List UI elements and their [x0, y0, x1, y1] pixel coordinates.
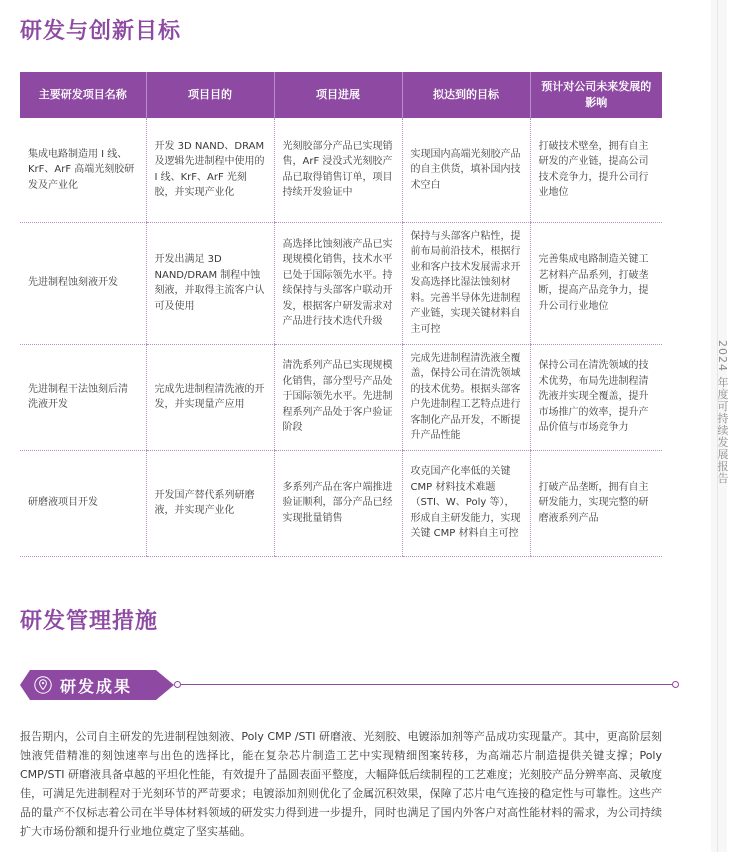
- line-end-dot: [174, 681, 181, 688]
- achievements-banner: [20, 670, 662, 700]
- table-row: [20, 118, 662, 222]
- achievements-label: 研发成果: [60, 677, 133, 696]
- table-cell: 开发 3D NAND、DRAM 及逻辑先进制程中使用的 I 线、KrF、ArF 光刻胶，并实现产业化: [146, 118, 274, 222]
- table-cell: 实现国内高端光刻胶产品的自主供货，填补国内技术空白: [402, 118, 530, 222]
- location-pin-icon: [34, 676, 52, 694]
- divider-line: [180, 684, 674, 685]
- table-row: [20, 222, 662, 344]
- header-impact: 预计对公司未来发展的影响: [530, 72, 662, 118]
- table-cell: 多系列产品在客户端推进验证顺利，部分产品已经实现批量销售: [274, 450, 402, 556]
- table-cell: 集成电路制造用 I 线、KrF、ArF 高端光刻胶研发及产业化: [20, 118, 146, 222]
- table-cell: 攻克国产化率低的关键 CMP 材料技术难题（STI、W、Poly 等），形成自主研发能力，实现关键 CMP 材料自主可控: [402, 450, 530, 556]
- table-cell: 先进制程干法蚀刻后清洗液开发: [20, 344, 146, 450]
- header-target: 拟达到的目标: [402, 72, 530, 118]
- table-cell: 完成先进制程清洗液的开发，并实现量产应用: [146, 344, 274, 450]
- section-title-rd-management: 研发管理措施: [20, 609, 159, 634]
- header-progress: 项目进展: [274, 72, 402, 118]
- report-year-label: 2024 年度可持续发展报告: [716, 340, 729, 485]
- table-cell: 开发国产替代系列研磨液，并实现产业化: [146, 450, 274, 556]
- line-end-dot: [672, 681, 679, 688]
- header-project-name: 主要研发项目名称: [20, 72, 146, 118]
- section-title-rd-goals: 研发与创新目标: [20, 19, 182, 44]
- table-cell: 开发出满足 3D NAND/DRAM 制程中蚀刻液，并取得主流客户认可及使用: [146, 222, 274, 344]
- table-cell: 打破技术壁垒，拥有自主研发的产业链，提高公司技术竞争力，提升公司行业地位: [530, 118, 662, 222]
- table-cell: 清洗系列产品已实现规模化销售，部分型号产品处于国际领先水平。先进制程系列产品处于客户验证阶段: [274, 344, 402, 450]
- table-cell: 光刻胶部分产品已实现销售，ArF 浸没式光刻胶产品已取得销售订单，项目持续开发验证中: [274, 118, 402, 222]
- table-cell: 保持与头部客户粘性，提前布局前沿技术，根据行业和客户技术发展需求开发高选择比湿法蚀刻材料。完善半导体先进制程产业链，实现关键材料自主可控: [402, 222, 530, 344]
- achievements-paragraph: 报告期内，公司自主研发的先进制程蚀刻液、Poly CMP /STI 研磨液、光刻胶、电镀添加剂等产品成功实现量产。其中，更高阶层刻蚀液凭借精准的刻蚀速率与出色的选择比，能在复杂芯片制造工艺中实现精细图案转移，为高端芯片制造提供关键支撑；Poly CMP/STI 研磨液具备卓越的平坦化性能，有效提升了晶圆表面平整度，大幅降低后续制程的工艺难度；光刻胶产品分辨率高、灵敏度佳，可满足先进制程对于光刻环节的严苛要求；电镀添加剂则优化了金属沉积效果，保障了芯片电气连接的稳定性与可靠性。这些产品的量产不仅标志着公司在半导体材料领域的研发实力得到进一步提升，同时也满足了国内外客户对高性能材料的需求，为公司持续扩大市场份额和提升行业地位奠定了坚实基础。: [20, 730, 662, 838]
- table-cell: 研磨液项目开发: [20, 450, 146, 556]
- achievements-arrow: [156, 670, 174, 700]
- table-row: [20, 344, 662, 450]
- table-cell: 完善集成电路制造关键工艺材料产品系列，打破垄断，提高产品竞争力，提升公司行业地位: [530, 222, 662, 344]
- table-cell: 先进制程蚀刻液开发: [20, 222, 146, 344]
- table-cell: 高选择比蚀刻液产品已实现规模化销售，技术水平已处于国际领先水平。持续保持与头部客户联动开发，根据客户研发需求对产品进行技术迭代升级: [274, 222, 402, 344]
- table-row: [20, 450, 662, 556]
- rd-projects-table: [20, 72, 662, 557]
- header-purpose: 项目目的: [146, 72, 274, 118]
- table-cell: 打破产品垄断，拥有自主研发能力，实现完整的研磨液系列产品: [530, 450, 662, 556]
- table-cell: 完成先进制程清洗液全覆盖，保持公司在清洗领域的技术优势。根据头部客户先进制程工艺特点进行客制化产品开发，不断提升产品性能: [402, 344, 530, 450]
- table-cell: 保持公司在清洗领域的技术优势，布局先进制程清洗液并实现全覆盖，提升市场推广的效率，提升产品价值与市场竞争力: [530, 344, 662, 450]
- table-header-row: [20, 72, 662, 118]
